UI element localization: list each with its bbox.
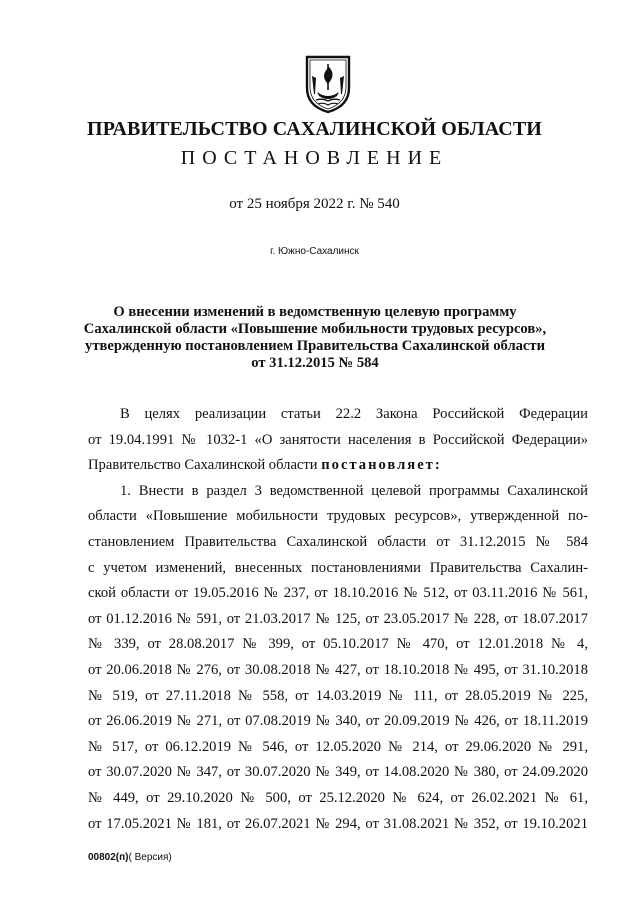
- document-date-number: от 25 ноября 2022 г. № 540: [229, 196, 400, 212]
- body-line: от 19.04.1991 № 1032-1 «О занятости населения в Российской Федерации»: [88, 431, 588, 448]
- body-line: 1. Внести в раздел 3 ведомственной целевой программы Сахалинской: [120, 482, 588, 499]
- subject-line: О внесении изменений в ведомственную целевую программу: [113, 304, 517, 320]
- body-line: от 20.06.2018 № 276, от 30.08.2018 № 427, от 18.10.2018 № 495, от 31.10.2018: [88, 661, 588, 678]
- issue-city: г. Южно-Сахалинск: [270, 246, 359, 257]
- subject-line: Сахалинской области «Повышение мобильности трудовых ресурсов»,: [83, 321, 547, 337]
- body-line: ской области от 19.05.2016 № 237, от 18.10.2016 № 512, от 03.11.2016 № 561,: [88, 585, 588, 602]
- document-body: [88, 402, 588, 837]
- body-line: № 519, от 27.11.2018 № 558, от 14.03.2019 № 111, от 28.05.2019 № 225,: [88, 687, 588, 704]
- form-code-number: 00802(п): [88, 852, 129, 863]
- resolution-verb: постановляет:: [321, 457, 442, 474]
- form-code: [88, 852, 172, 863]
- body-line: от 30.07.2020 № 347, от 30.07.2020 № 349, от 14.08.2020 № 380, от 24.09.2020: [88, 764, 588, 781]
- body-line: становлением Правительства Сахалинской области от 31.12.2015 № 584: [88, 533, 588, 550]
- body-line: области «Повышение мобильности трудовых ресурсов», утвержденной по-: [88, 508, 588, 525]
- subject-line: утвержденную постановлением Правительства Сахалинской области: [85, 338, 545, 354]
- body-line: В целях реализации статьи 22.2 Закона Российской Федерации: [120, 406, 588, 422]
- document-subject: [80, 304, 550, 372]
- body-line: № 449, от 29.10.2020 № 500, от 25.12.2020 № 624, от 26.02.2021 № 61,: [88, 789, 588, 806]
- body-line: от 01.12.2016 № 591, от 21.03.2017 № 125, от 23.05.2017 № 228, от 18.07.2017: [88, 610, 588, 627]
- document-type: ПОСТАНОВЛЕНИЕ: [180, 147, 449, 169]
- body-line: № 339, от 28.08.2017 № 399, от 05.10.2017 № 470, от 12.01.2018 № 4,: [88, 636, 588, 653]
- body-line: № 517, от 06.12.2019 № 546, от 12.05.2020 № 214, от 29.06.2020 № 291,: [88, 738, 588, 755]
- form-version: ( Версия): [128, 852, 172, 863]
- body-line: от 26.06.2019 № 271, от 07.08.2019 № 340, от 20.09.2019 № 426, от 18.11.2019: [88, 713, 588, 730]
- body-line: с учетом изменений, внесенных постановлениями Правительства Сахалин-: [88, 559, 588, 576]
- subject-line: от 31.12.2015 № 584: [251, 355, 379, 371]
- body-line: [88, 453, 588, 479]
- sakhalin-coat-of-arms-icon: [304, 54, 352, 114]
- body-line: от 17.05.2021 № 181, от 26.07.2021 № 294, от 31.08.2021 № 352, от 19.10.2021: [88, 815, 588, 832]
- government-title: ПРАВИТЕЛЬСТВО САХАЛИНСКОЙ ОБЛАСТИ: [87, 118, 542, 140]
- body-line-text: Правительство Сахалинской области: [88, 457, 318, 474]
